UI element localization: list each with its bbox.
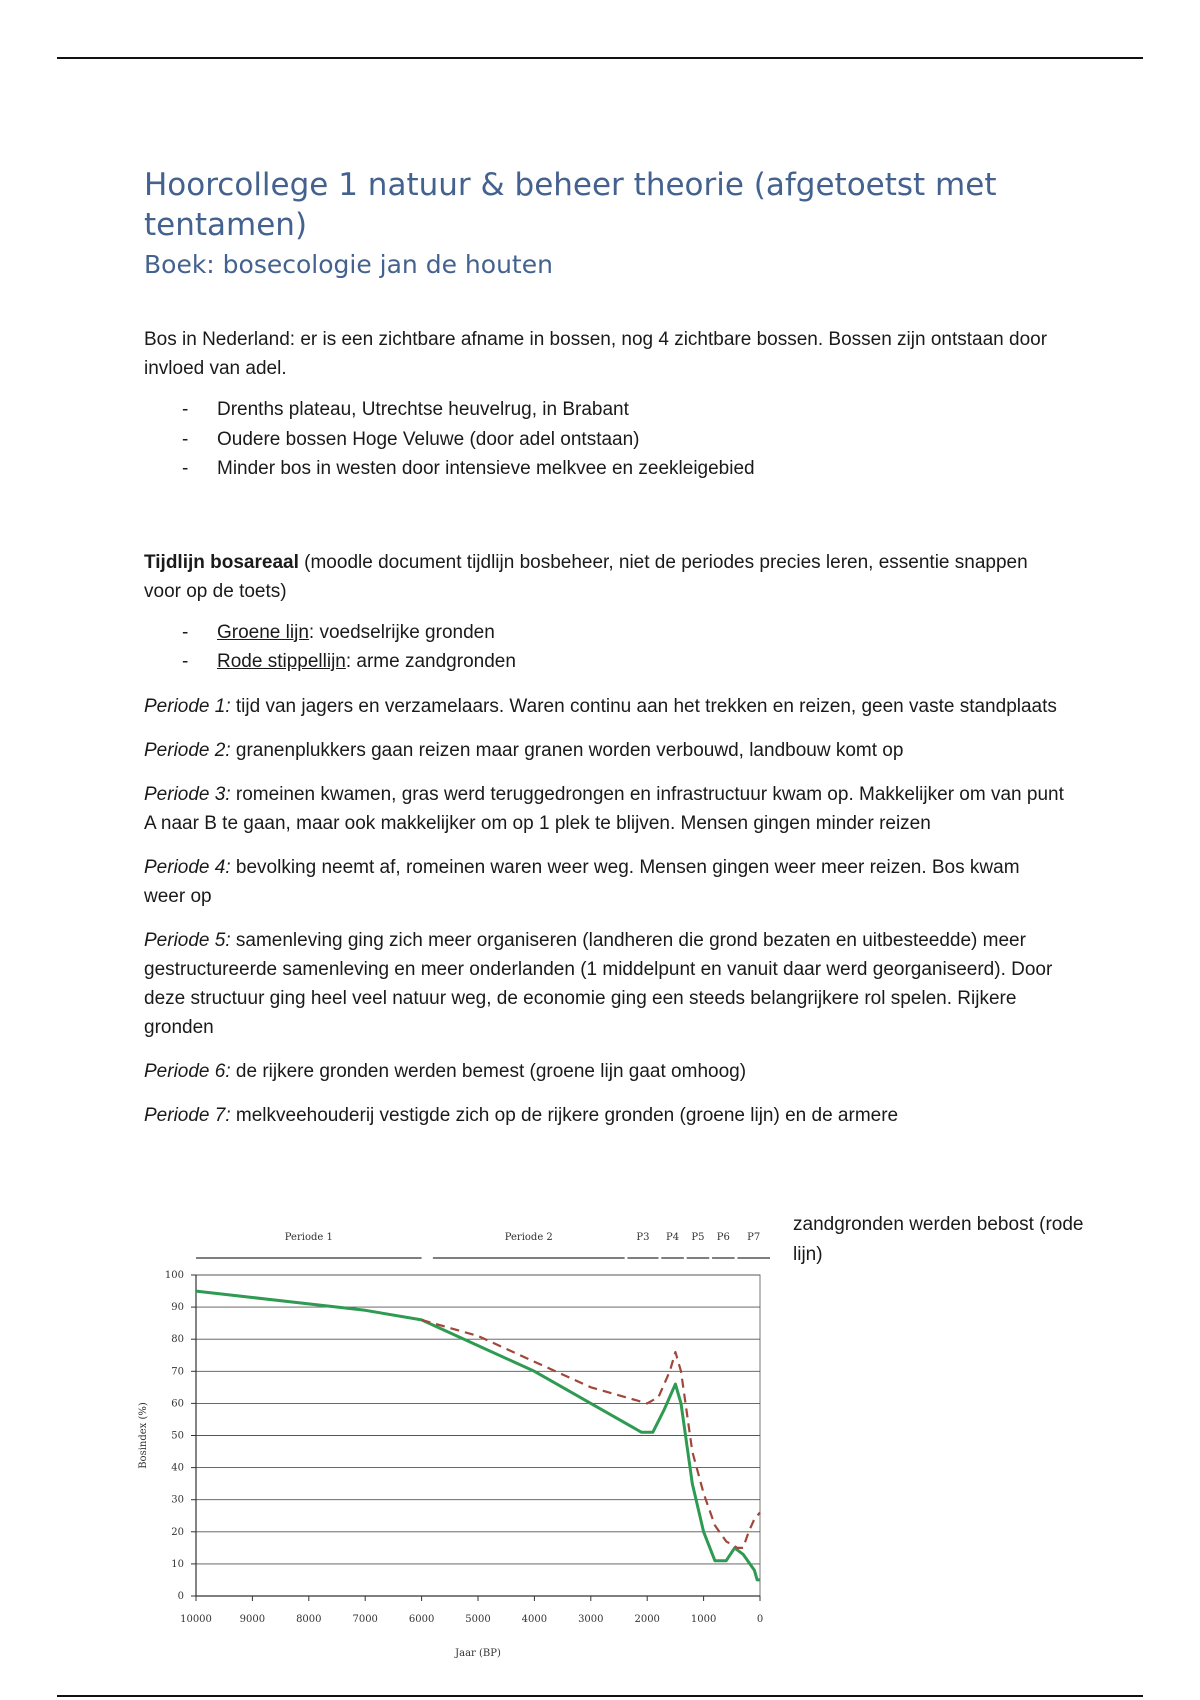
page-subtitle: Boek: bosecologie jan de houten — [144, 250, 553, 279]
list-item — [144, 647, 1064, 677]
x-tick-label: 9000 — [239, 1614, 266, 1625]
period-band-label: Periode 1 — [284, 1232, 333, 1243]
chart-svg — [130, 1222, 790, 1670]
header-rule — [57, 57, 1143, 59]
legend-term-red: Rode stippellijn — [217, 651, 346, 672]
x-tick-label: 2000 — [634, 1614, 660, 1625]
period-label: Periode 2: — [144, 739, 231, 761]
intro-bullet-list — [144, 395, 1064, 484]
period-3 — [144, 780, 1064, 838]
footer-rule — [57, 1695, 1143, 1697]
x-tick-label: 4000 — [521, 1614, 548, 1625]
tijdlijn-heading: Tijdlijn bosareaal — [144, 551, 299, 573]
period-text: melkveehouderij vestigde zich op de rijkere gronden (groene lijn) en de armere — [230, 1104, 899, 1126]
x-tick-label: 10000 — [180, 1614, 212, 1625]
x-tick-label: 1000 — [690, 1614, 717, 1625]
period-band-label: P3 — [636, 1232, 650, 1243]
list-item: - Minder bos in westen door intensieve melkvee en zeekleigebied — [144, 454, 1064, 484]
period-label: Periode 7: — [144, 1104, 231, 1126]
period-label: Periode 3: — [144, 783, 231, 805]
period-band-label: Periode 2 — [504, 1232, 553, 1243]
period-5 — [144, 926, 1064, 1042]
bosindex-chart — [130, 1222, 790, 1670]
tijdlijn-paragraph — [144, 548, 1064, 606]
x-tick-label: 7000 — [352, 1614, 378, 1625]
y-tick-label: 90 — [171, 1302, 184, 1314]
period-2 — [144, 736, 1064, 765]
period-text: samenleving ging zich meer organiseren (landheren die grond bezaten en uitbesteedde) meer gestructureerde samenleving en meer onderlanden (1 middelpunt en vanuit daar werd georganiseerd). Door deze structuur ging heel veel natuur weg, de economie ging een steeds belangrijkere rol spelen. Rijkere gronden — [144, 929, 1053, 1038]
period-1 — [144, 692, 1064, 721]
y-tick-label: 40 — [171, 1462, 184, 1474]
tijdlijn-text: (moodle document tijdlijn bosbeheer, niet de periodes precies leren, essentie snappen voor op de toets) — [144, 551, 1028, 602]
x-tick-label: 0 — [756, 1614, 764, 1625]
x-tick-label: 5000 — [465, 1614, 491, 1625]
x-tick-label: 6000 — [408, 1614, 435, 1625]
legend-desc-green: : voedselrijke gronden — [308, 621, 495, 643]
y-tick-label: 10 — [171, 1558, 184, 1570]
legend-bullet-list — [144, 618, 1064, 677]
period-band-label: P7 — [747, 1232, 761, 1243]
legend-term-green: Groene lijn — [217, 621, 309, 643]
period-text: granenplukkers gaan reizen maar granen worden verbouwd, landbouw komt op — [230, 739, 904, 761]
period-label: Periode 4: — [144, 856, 231, 878]
y-tick-label: 0 — [177, 1591, 184, 1602]
intro-paragraph: Bos in Nederland: er is een zichtbare afname in bossen, nog 4 zichtbare bossen. Bossen zijn ontstaan door invloed van adel. — [144, 329, 1048, 379]
document-body — [144, 165, 1064, 1130]
period-text: tijd van jagers en verzamelaars. Waren continu aan het trekken en reizen, geen vaste standplaats — [230, 695, 1057, 717]
period-7 — [144, 1101, 1064, 1130]
legend-desc-red: : arme zandgronden — [345, 651, 516, 672]
x-tick-label: 3000 — [578, 1614, 604, 1625]
period-text: romeinen kwamen, gras werd teruggedrongen en infrastructuur kwam op. Makkelijker om van punt A naar B te gaan, maar ook makkelijker om op 1 plek te blijven. Mensen gingen minder reizen — [144, 783, 1064, 834]
list-item — [144, 618, 1064, 648]
period-6 — [144, 1057, 1064, 1086]
x-tick-label: 8000 — [296, 1614, 322, 1625]
period-band-label: P6 — [716, 1232, 730, 1243]
y-tick-label: 20 — [171, 1526, 184, 1538]
y-tick-label: 60 — [171, 1398, 184, 1410]
period-4 — [144, 853, 1064, 911]
period-band-label: P4 — [666, 1232, 680, 1243]
period-7-continuation: zandgronden werden bebost (rode lijn) — [793, 1214, 1084, 1265]
period-text: de rijkere gronden werden bemest (groene lijn gaat omhoog) — [230, 1060, 747, 1082]
list-item: - Oudere bossen Hoge Veluwe (door adel ontstaan) — [144, 425, 1064, 455]
y-tick-label: 80 — [171, 1334, 184, 1346]
page-title: Hoorcollege 1 natuur & beheer theorie (afgetoetst met tentamen) — [144, 167, 997, 243]
period-text: bevolking neemt af, romeinen waren weer weg. Mensen gingen weer meer reizen. Bos kwam weer op — [144, 856, 1020, 907]
y-tick-label: 100 — [164, 1270, 184, 1281]
x-axis-label: Jaar (BP) — [455, 1648, 501, 1659]
period-label: Periode 6: — [144, 1060, 231, 1082]
period-label: Periode 5: — [144, 929, 231, 951]
list-item: - Drenths plateau, Utrechtse heuvelrug, in Brabant — [144, 395, 1064, 425]
y-tick-label: 30 — [171, 1494, 184, 1506]
y-axis-label: Bosindex (%) — [138, 1402, 149, 1469]
y-tick-label: 50 — [171, 1430, 184, 1442]
period-band-label: P5 — [691, 1232, 705, 1243]
period-label: Periode 1: — [144, 695, 231, 717]
y-tick-label: 70 — [171, 1366, 184, 1378]
